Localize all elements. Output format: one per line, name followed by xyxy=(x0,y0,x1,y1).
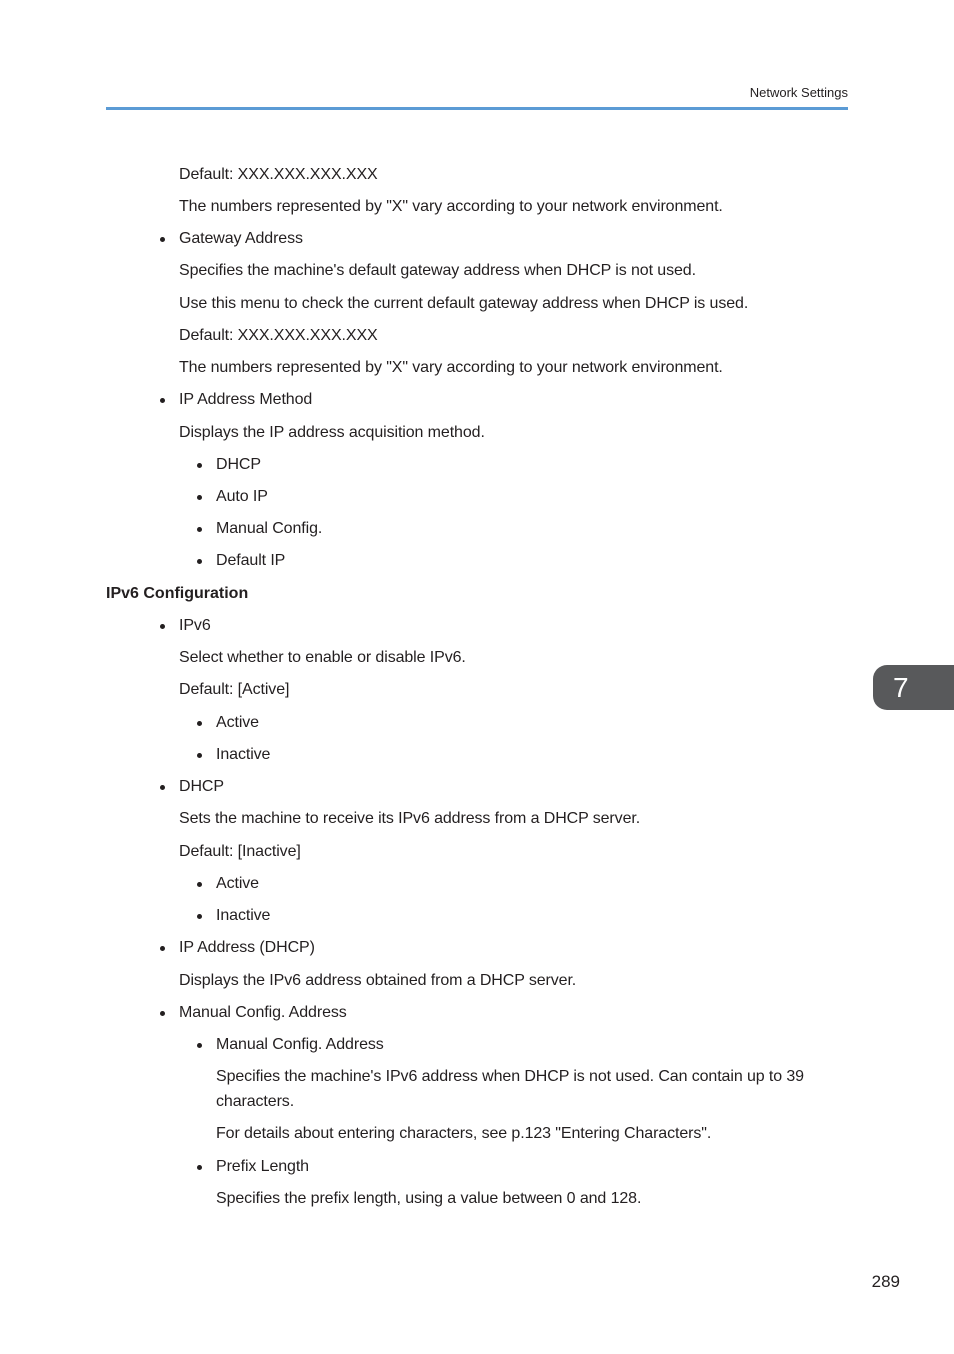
ipv6-configuration-heading: IPv6 Configuration xyxy=(106,585,249,602)
ip-method-option-default-ip: Default IP xyxy=(216,552,286,569)
ipv6-option-inactive: Inactive xyxy=(216,746,271,763)
gateway-address-item: Gateway Address xyxy=(179,230,303,247)
prefix-length-item: Prefix Length xyxy=(216,1158,309,1175)
bullet-icon xyxy=(160,398,165,403)
running-header: Network Settings xyxy=(749,85,848,100)
manual-config-desc-2: characters. xyxy=(216,1093,295,1110)
manual-config-address-item: Manual Config. Address xyxy=(179,1004,347,1021)
ip-method-option-manual: Manual Config. xyxy=(216,520,323,537)
ipv6-item: IPv6 xyxy=(179,617,211,634)
bullet-icon xyxy=(197,1043,202,1048)
gateway-desc-1: Specifies the machine's default gateway address when DHCP is not used. xyxy=(179,262,696,279)
bullet-icon xyxy=(197,495,202,500)
dhcp-desc: Sets the machine to receive its IPv6 address from a DHCP server. xyxy=(179,810,641,827)
ipv6-default: Default: [Active] xyxy=(179,681,290,698)
bullet-icon xyxy=(197,463,202,468)
bullet-icon xyxy=(197,1165,202,1170)
bullet-icon xyxy=(197,914,202,919)
bullet-icon xyxy=(160,237,165,242)
vary-note-1: The numbers represented by "X" vary according to your network environment. xyxy=(179,198,723,215)
dhcp-option-inactive: Inactive xyxy=(216,907,271,924)
bullet-icon xyxy=(160,624,165,629)
ip-address-method-item: IP Address Method xyxy=(179,391,313,408)
prefix-length-desc: Specifies the prefix length, using a value between 0 and 128. xyxy=(216,1190,642,1207)
dhcp-item: DHCP xyxy=(179,778,224,795)
manual-config-address-subitem: Manual Config. Address xyxy=(216,1036,384,1053)
manual-config-desc-1: Specifies the machine's IPv6 address when DHCP is not used. Can contain up to 39 xyxy=(216,1068,804,1085)
bullet-icon xyxy=(197,882,202,887)
ip-address-dhcp-desc: Displays the IPv6 address obtained from a DHCP server. xyxy=(179,972,577,989)
bullet-icon xyxy=(197,721,202,726)
bullet-icon xyxy=(160,1011,165,1016)
header-rule xyxy=(106,107,848,110)
page-number: 289 xyxy=(871,1272,900,1291)
default-subnet-text: Default: XXX.XXX.XXX.XXX xyxy=(179,166,378,183)
dhcp-default: Default: [Inactive] xyxy=(179,843,301,860)
dhcp-option-active: Active xyxy=(216,875,259,892)
ip-address-dhcp-item: IP Address (DHCP) xyxy=(179,939,315,956)
ip-method-desc: Displays the IP address acquisition method. xyxy=(179,424,485,441)
ip-method-option-auto-ip: Auto IP xyxy=(216,488,268,505)
bullet-icon xyxy=(197,753,202,758)
bullet-icon xyxy=(160,946,165,951)
chapter-tab: 7 xyxy=(873,665,954,710)
vary-note-2: The numbers represented by "X" vary according to your network environment. xyxy=(179,359,723,376)
ip-method-option-dhcp: DHCP xyxy=(216,456,261,473)
gateway-desc-2: Use this menu to check the current default gateway address when DHCP is used. xyxy=(179,295,749,312)
default-gateway-text: Default: XXX.XXX.XXX.XXX xyxy=(179,327,378,344)
ipv6-option-active: Active xyxy=(216,714,259,731)
manual-config-desc-3: For details about entering characters, see p.123 "Entering Characters". xyxy=(216,1125,712,1142)
bullet-icon xyxy=(197,527,202,532)
bullet-icon xyxy=(197,559,202,564)
ipv6-desc: Select whether to enable or disable IPv6. xyxy=(179,649,466,666)
bullet-icon xyxy=(160,785,165,790)
